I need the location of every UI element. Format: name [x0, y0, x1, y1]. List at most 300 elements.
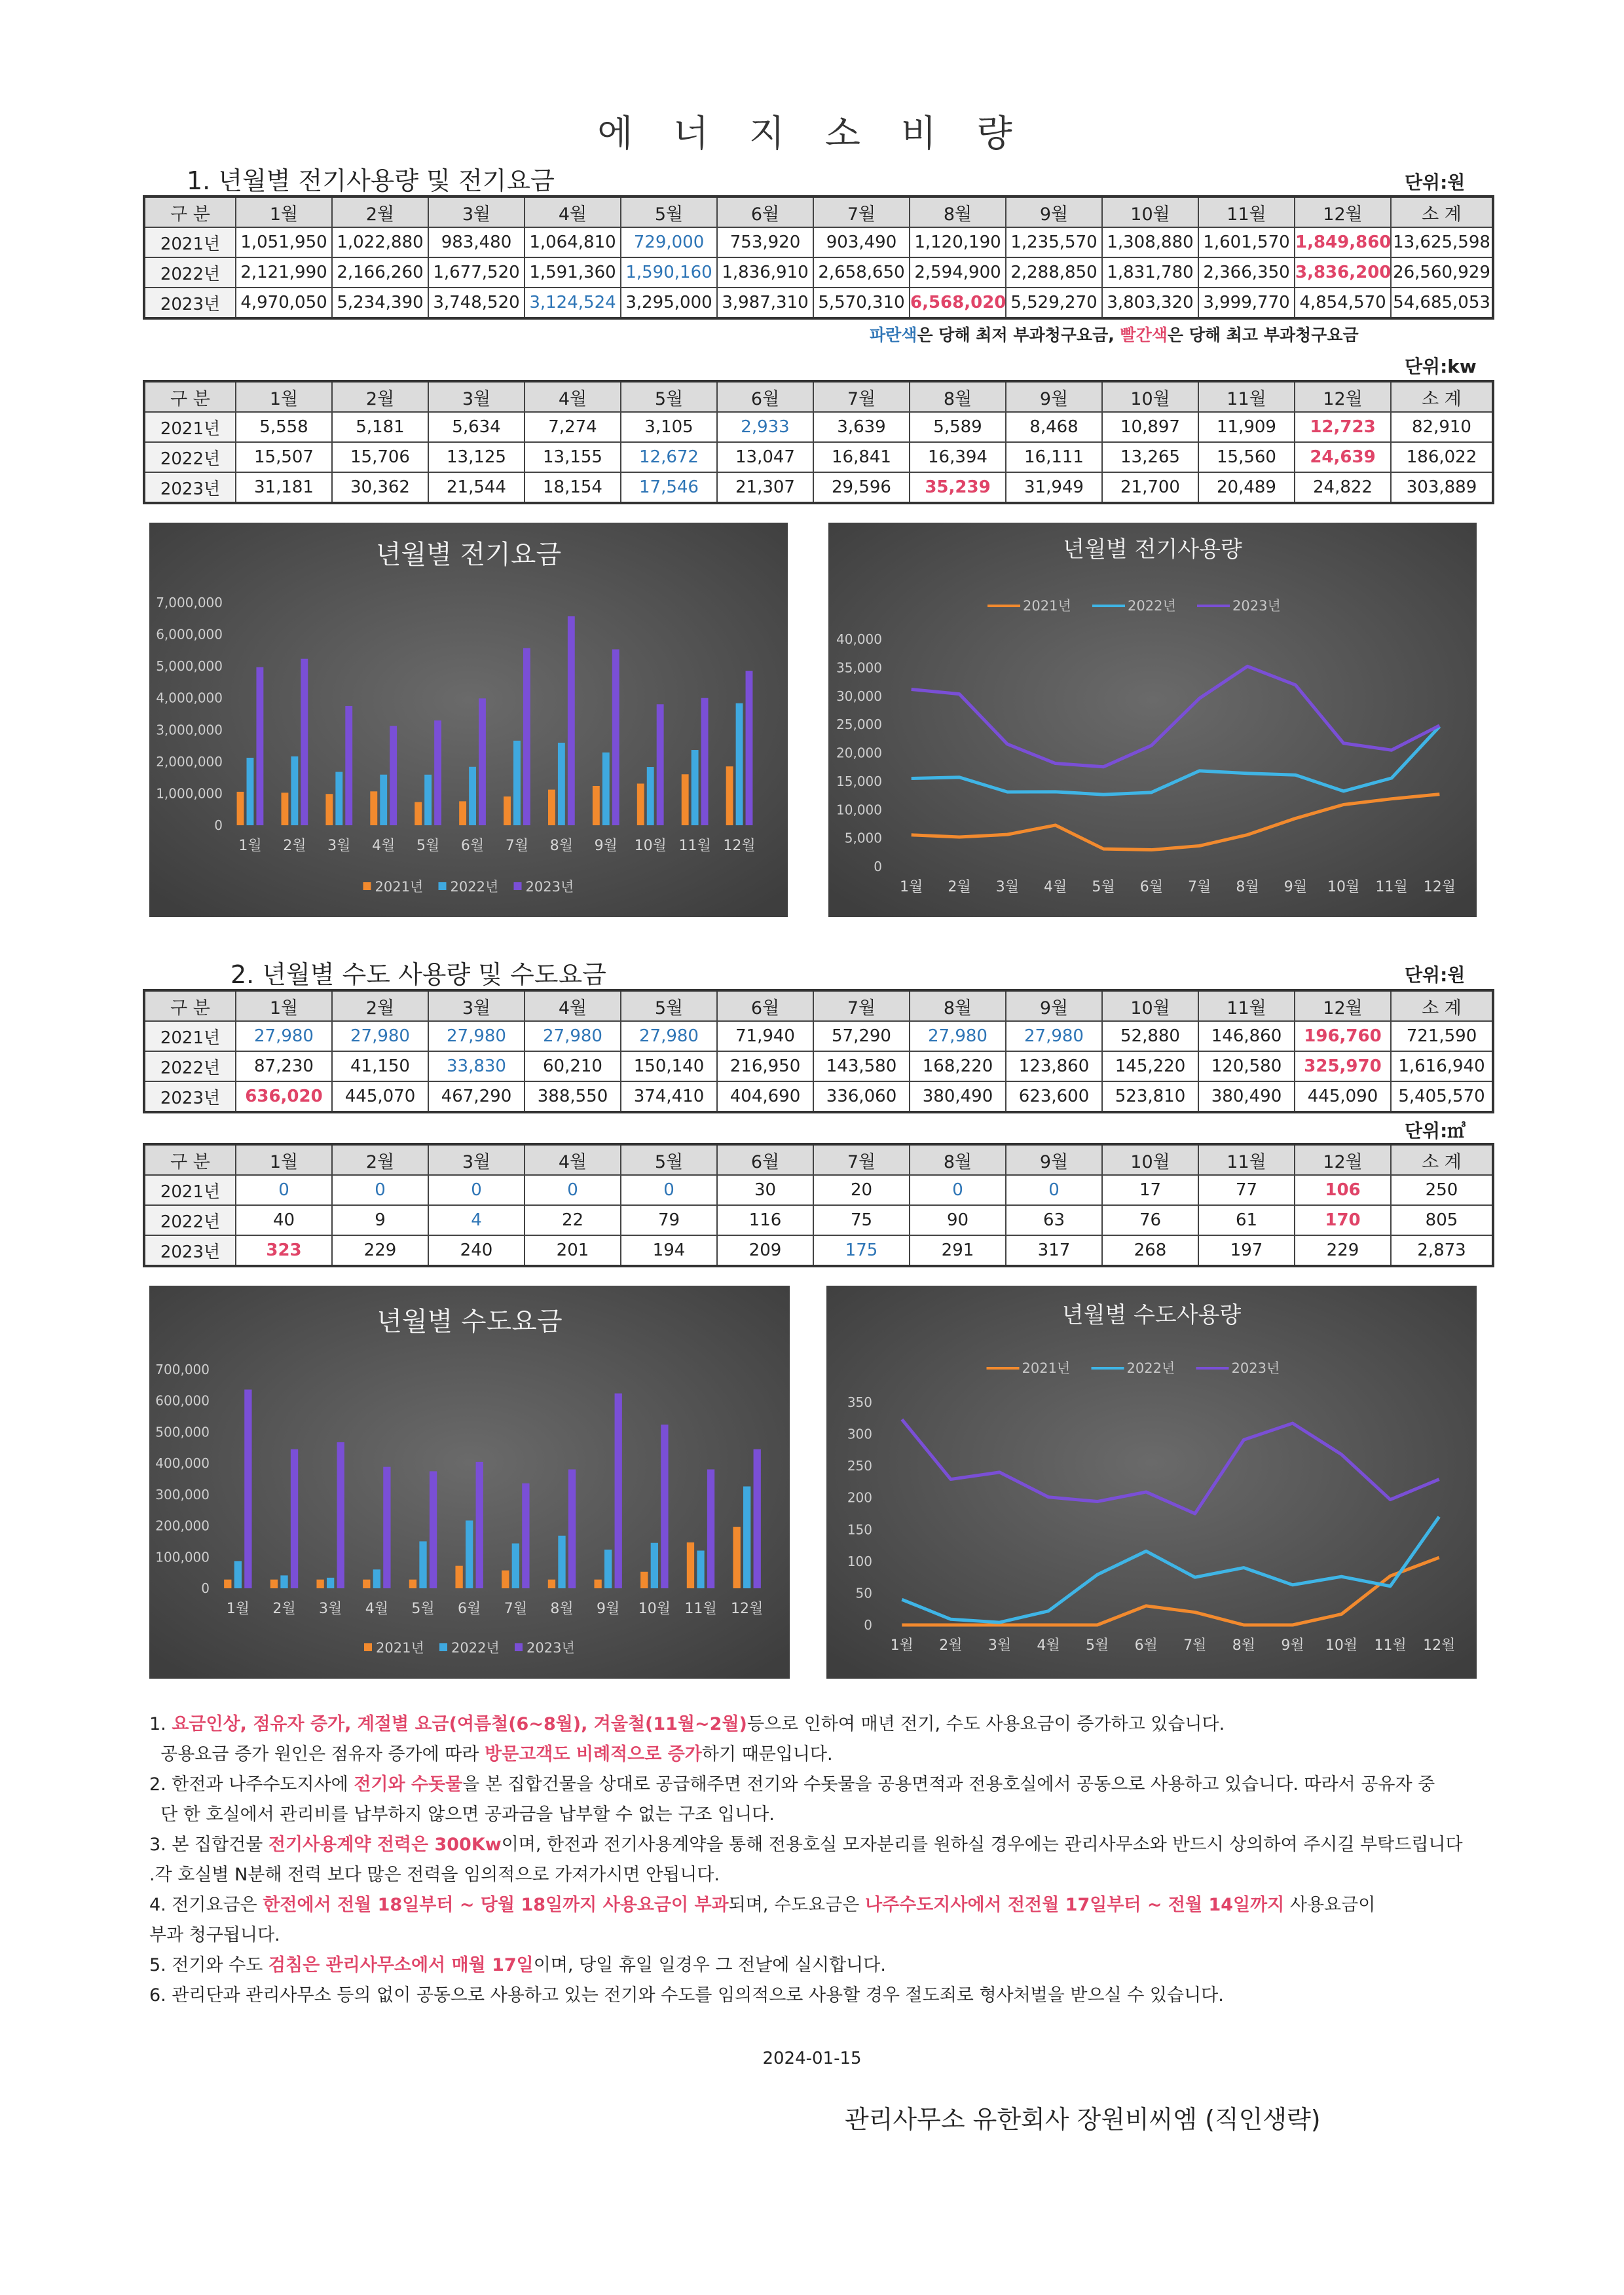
table-cell: 3,295,000: [621, 288, 717, 318]
x-tick-label: 2월: [283, 838, 306, 854]
table-header-row: [144, 990, 1493, 1021]
table-cell: 3,639: [813, 412, 910, 442]
bar-2021년: [504, 796, 511, 825]
x-tick-label: 3월: [319, 1601, 342, 1617]
x-tick-label: 1월: [226, 1601, 249, 1617]
x-tick-label: 7월: [1183, 1637, 1207, 1654]
table-cell: 170: [1295, 1205, 1391, 1235]
chart-title: 년월별 전기요금: [375, 540, 562, 570]
table-cell: 1,591,360: [525, 257, 621, 288]
table-cell: 13,155: [525, 442, 621, 472]
x-tick-label: 11월: [1375, 879, 1408, 895]
water-use-unit: 단위:㎥: [1405, 1120, 1466, 1142]
x-tick-label: 12월: [1423, 1637, 1456, 1654]
legend-label: 2021년: [1022, 1360, 1071, 1376]
table-cell: 8,468: [1006, 412, 1102, 442]
bar-2023년: [568, 1469, 576, 1588]
table-row: [144, 412, 1493, 442]
table-cell: 79: [621, 1205, 717, 1235]
month-header: 3월: [428, 990, 525, 1021]
table-row: [144, 442, 1493, 472]
table-cell: 17,546: [621, 472, 717, 503]
x-tick-label: 1월: [238, 838, 262, 854]
y-tick-label: 0: [201, 1580, 210, 1596]
note-line: [149, 1981, 1485, 2011]
table-cell: 52,880: [1102, 1021, 1198, 1051]
bar-2023년: [337, 1442, 344, 1588]
table-cell: 388,550: [525, 1081, 621, 1112]
elec-fee-table: [143, 195, 1494, 320]
month-header: 3월: [428, 196, 525, 227]
table-cell: 87,230: [236, 1051, 332, 1081]
month-header: 11월: [1198, 1144, 1295, 1175]
chart-title: 년월별 수도요금: [377, 1307, 563, 1337]
table-cell: 5,570,310: [813, 288, 910, 318]
month-header: 4월: [525, 381, 621, 412]
bar-2021년: [593, 786, 600, 825]
table-cell: 523,810: [1102, 1081, 1198, 1112]
table-row: [144, 1235, 1493, 1266]
elec-use-chart: [828, 523, 1477, 917]
table-cell: 1,064,810: [525, 227, 621, 257]
year-label: 2023년: [144, 288, 236, 318]
table-row: [144, 257, 1493, 288]
x-tick-label: 3월: [995, 879, 1019, 895]
table-cell: 12,672: [621, 442, 717, 472]
table-cell: 0: [332, 1175, 428, 1205]
row-total: 186,022: [1391, 442, 1493, 472]
x-tick-label: 7월: [1188, 879, 1211, 895]
bar-2022년: [419, 1541, 426, 1588]
month-header: 9월: [1006, 1144, 1102, 1175]
table-cell: 29,596: [813, 472, 910, 503]
table-row: [144, 1021, 1493, 1051]
y-tick-label: 7,000,000: [156, 595, 223, 610]
table-cell: 1,590,160: [621, 257, 717, 288]
x-tick-label: 4월: [372, 838, 396, 854]
legend-label: 2021년: [1023, 598, 1071, 614]
y-tick-label: 350: [847, 1394, 872, 1410]
bar-2021년: [282, 793, 289, 825]
month-header: 11월: [1198, 196, 1295, 227]
x-tick-label: 4월: [365, 1601, 388, 1617]
y-tick-label: 0: [214, 817, 223, 833]
bar-2022년: [604, 1550, 612, 1588]
y-tick-label: 15,000: [836, 773, 882, 789]
bar-2023년: [301, 659, 308, 825]
table-cell: 27,980: [236, 1021, 332, 1051]
month-header: 1월: [236, 196, 332, 227]
header-label: 구 분: [144, 381, 236, 412]
y-tick-label: 50: [855, 1585, 872, 1601]
bar-2021년: [325, 794, 333, 825]
note-highlight: 방문고객도 비례적으로 증가: [485, 1744, 702, 1764]
table-cell: 0: [525, 1175, 621, 1205]
bar-2023년: [615, 1393, 622, 1588]
x-tick-label: 5월: [1086, 1637, 1109, 1654]
table-cell: 1,601,570: [1198, 227, 1295, 257]
bar-2023년: [479, 698, 486, 825]
bar-2023년: [754, 1449, 761, 1588]
bar-2022년: [697, 1550, 704, 1588]
table-cell: 3,987,310: [717, 288, 813, 318]
note-line: [149, 1860, 1485, 1890]
table-cell: 168,220: [910, 1051, 1006, 1081]
y-tick-label: 1,000,000: [156, 785, 223, 802]
bar-2023년: [476, 1462, 483, 1588]
bar-2021년: [316, 1580, 323, 1588]
chart-background: [149, 523, 788, 917]
note-text: 등으로 인하여 매년 전기, 수도 사용요금이 증가하고 있습니다.: [747, 1714, 1225, 1734]
note-text: 부과 청구됩니다.: [149, 1925, 280, 1945]
row-total: 54,685,053: [1391, 288, 1493, 318]
table-row: [144, 1175, 1493, 1205]
x-tick-label: 6월: [460, 838, 485, 854]
month-header: 1월: [236, 381, 332, 412]
bar-2021년: [682, 774, 689, 825]
legend-label: 2021년: [376, 1640, 424, 1656]
bar-2022년: [335, 772, 342, 825]
month-header: 1월: [236, 990, 332, 1021]
document-title: 에 너 지 소 비 량: [597, 113, 1027, 155]
water-section-title: 2. 년월별 수도 사용량 및 수도요금: [231, 960, 606, 989]
legend-swatch: [514, 882, 522, 890]
table-cell: 1,831,780: [1102, 257, 1198, 288]
month-header: 3월: [428, 1144, 525, 1175]
note-text: 단 한 호실에서 관리비를 납부하지 않으면 공과금을 납부할 수 없는 구조 입니다.: [149, 1804, 775, 1825]
month-header: 10월: [1102, 381, 1198, 412]
legend-label: 2022년: [451, 1640, 500, 1656]
table-cell: 317: [1006, 1235, 1102, 1266]
legend-red-word: 빨간색: [1120, 326, 1168, 345]
table-cell: 2,933: [717, 412, 813, 442]
table-row: [144, 1205, 1493, 1235]
document-date: 2024-01-15: [762, 2049, 862, 2068]
table-cell: 13,125: [428, 442, 525, 472]
table-cell: 2,594,900: [910, 257, 1006, 288]
x-tick-label: 5월: [411, 1601, 435, 1617]
table-cell: 22: [525, 1205, 621, 1235]
year-label: 2022년: [144, 1051, 236, 1081]
table-cell: 216,950: [717, 1051, 813, 1081]
row-total: 250: [1391, 1175, 1493, 1205]
table-cell: 27,980: [525, 1021, 621, 1051]
table-cell: 380,490: [1198, 1081, 1295, 1112]
note-line: [149, 1950, 1485, 1981]
header-label: 구 분: [144, 196, 236, 227]
table-cell: 16,394: [910, 442, 1006, 472]
table-cell: 143,580: [813, 1051, 910, 1081]
table-cell: 380,490: [910, 1081, 1006, 1112]
x-tick-label: 10월: [1325, 1637, 1358, 1654]
legend-end-text: 은 당해 최고 부과청구요금: [1167, 326, 1359, 345]
table-header-row: [144, 381, 1493, 412]
month-header: 3월: [428, 381, 525, 412]
bar-2022년: [513, 741, 521, 825]
month-header: 9월: [1006, 381, 1102, 412]
bar-2021년: [640, 1572, 648, 1588]
table-cell: 1,120,190: [910, 227, 1006, 257]
bar-2022년: [651, 1543, 658, 1588]
legend-label: 2023년: [525, 879, 574, 895]
table-cell: 1,836,910: [717, 257, 813, 288]
note-text: 이며, 당일 휴일 일경우 그 전날에 실시합니다.: [533, 1955, 886, 1975]
x-tick-label: 10월: [1327, 879, 1360, 895]
note-line: [149, 1770, 1485, 1800]
legend-swatch: [364, 1643, 372, 1651]
x-tick-label: 9월: [597, 1601, 620, 1617]
bar-2023년: [244, 1390, 251, 1588]
bar-2021년: [459, 801, 466, 825]
bar-2023년: [661, 1425, 668, 1588]
year-label: 2023년: [144, 1081, 236, 1112]
electricity-section-title: 1. 년월별 전기사용량 및 전기요금: [187, 166, 555, 195]
table-cell: 3,999,770: [1198, 288, 1295, 318]
table-cell: 6,568,020: [910, 288, 1006, 318]
table-cell: 268: [1102, 1235, 1198, 1266]
y-tick-label: 5,000,000: [156, 658, 223, 675]
table-cell: 150,140: [621, 1051, 717, 1081]
bar-2023년: [657, 704, 664, 825]
legend-label: 2023년: [1231, 1360, 1280, 1376]
water-use-table: [143, 1143, 1494, 1267]
note-text: 5. 전기와 수도: [149, 1955, 268, 1975]
table-cell: 27,980: [332, 1021, 428, 1051]
legend-swatch: [363, 882, 371, 890]
note-line: [149, 1920, 1485, 1950]
elec-use-table: [143, 380, 1494, 504]
table-cell: 77: [1198, 1175, 1295, 1205]
x-tick-label: 12월: [1423, 879, 1456, 895]
y-tick-label: 250: [847, 1458, 872, 1474]
bar-2021년: [548, 1580, 555, 1588]
table-cell: 2,366,350: [1198, 257, 1295, 288]
y-tick-label: 600,000: [155, 1392, 210, 1409]
notes-list: [149, 1709, 1485, 2011]
bar-2023년: [701, 698, 709, 825]
table-cell: 11,909: [1198, 412, 1295, 442]
month-header: 10월: [1102, 1144, 1198, 1175]
table-cell: 30: [717, 1175, 813, 1205]
table-cell: 20,489: [1198, 472, 1295, 503]
y-tick-label: 400,000: [155, 1455, 210, 1472]
water-fee-unit: 단위:원: [1405, 964, 1466, 986]
row-total: 303,889: [1391, 472, 1493, 503]
table-cell: 21,307: [717, 472, 813, 503]
note-highlight: 한전에서 전월 18일부터 ~ 당월 18일까지 사용요금이 부과: [263, 1895, 729, 1915]
water-use-chart: [826, 1286, 1477, 1679]
month-header: 2월: [332, 990, 428, 1021]
month-header: 6월: [717, 1144, 813, 1175]
note-line: [149, 1709, 1485, 1740]
x-tick-label: 3월: [987, 1637, 1012, 1654]
row-total: 26,560,929: [1391, 257, 1493, 288]
month-header: 5월: [621, 196, 717, 227]
bar-2021년: [594, 1580, 601, 1588]
bar-2021년: [409, 1580, 416, 1588]
month-header: 6월: [717, 381, 813, 412]
bar-2022년: [469, 767, 476, 825]
bar-2022년: [380, 775, 387, 825]
month-header: 5월: [621, 381, 717, 412]
month-header: 6월: [717, 990, 813, 1021]
note-highlight: 전기사용계약 전력은 300Kw: [268, 1835, 502, 1855]
table-cell: 0: [621, 1175, 717, 1205]
note-text: 3. 본 집합건물: [149, 1835, 268, 1855]
x-tick-label: 8월: [1236, 879, 1259, 895]
note-text: 이며, 한전과 전기사용계약을 통해 전용호실 모자분리를 원하실 경우에는 관리사무소와 반드시 상의하여 주시길 부탁드립니다: [501, 1835, 1463, 1855]
month-header: 4월: [525, 990, 621, 1021]
bar-2023년: [746, 671, 753, 825]
total-header: 소 계: [1391, 990, 1493, 1021]
bar-2022년: [424, 775, 432, 825]
x-tick-label: 11월: [684, 1601, 717, 1617]
month-header: 10월: [1102, 196, 1198, 227]
table-header-row: [144, 1144, 1493, 1175]
month-header: 2월: [332, 381, 428, 412]
x-tick-label: 10월: [638, 1601, 671, 1617]
y-tick-label: 200,000: [155, 1518, 210, 1534]
legend-label: 2023년: [1232, 598, 1281, 614]
y-tick-label: 25,000: [836, 717, 882, 733]
total-header: 소 계: [1391, 1144, 1493, 1175]
note-text: 6. 관리단과 관리사무소 등의 없이 공동으로 사용하고 있는 전기와 수도를 임의적으로 사용할 경우 절도죄로 형사처벌을 받으실 수 있습니다.: [149, 1985, 1224, 2006]
note-text: 사용요금이: [1284, 1895, 1376, 1915]
table-cell: 336,060: [813, 1081, 910, 1112]
table-cell: 21,700: [1102, 472, 1198, 503]
year-label: 2021년: [144, 1021, 236, 1051]
bar-2022년: [602, 753, 610, 825]
y-tick-label: 0: [864, 1617, 872, 1633]
table-cell: 18,154: [525, 472, 621, 503]
x-tick-label: 5월: [416, 838, 440, 854]
table-cell: 27,980: [910, 1021, 1006, 1051]
table-cell: 120,580: [1198, 1051, 1295, 1081]
legend-swatch: [439, 882, 447, 890]
year-label: 2021년: [144, 1175, 236, 1205]
elec-use-unit: 단위:kw: [1405, 356, 1477, 377]
y-tick-label: 20,000: [836, 745, 882, 761]
x-tick-label: 8월: [549, 838, 573, 854]
table-cell: 636,020: [236, 1081, 332, 1112]
bar-2023년: [390, 726, 397, 825]
table-cell: 12,723: [1295, 412, 1391, 442]
note-highlight: 검침은 관리사무소에서 매월 17일: [268, 1955, 534, 1975]
bar-2022년: [647, 767, 654, 825]
bar-2022년: [247, 758, 254, 825]
table-cell: 5,558: [236, 412, 332, 442]
x-tick-label: 9월: [1281, 1637, 1304, 1654]
y-tick-label: 100: [847, 1553, 872, 1569]
note-line: [149, 1830, 1485, 1860]
month-header: 7월: [813, 1144, 910, 1175]
table-cell: 0: [428, 1175, 525, 1205]
table-cell: 3,836,200: [1295, 257, 1391, 288]
bar-2022년: [291, 756, 298, 825]
x-tick-label: 2월: [939, 1637, 963, 1654]
y-tick-label: 150: [847, 1521, 872, 1538]
bar-2022년: [373, 1569, 380, 1588]
legend-label: 2023년: [526, 1640, 575, 1656]
note-text: 2. 한전과 나주수도지사에: [149, 1774, 354, 1795]
table-row: [144, 472, 1493, 503]
bar-2023년: [612, 649, 619, 825]
legend-label: 2022년: [450, 879, 499, 895]
note-text: .각 호실별 N분해 전력 보다 많은 전력을 임의적으로 가져가시면 안됩니다.: [149, 1865, 720, 1885]
bar-2021년: [363, 1580, 370, 1588]
bar-2022년: [736, 703, 743, 825]
total-header: 소 계: [1391, 381, 1493, 412]
month-header: 5월: [621, 1144, 717, 1175]
year-label: 2021년: [144, 412, 236, 442]
table-cell: 196,760: [1295, 1021, 1391, 1051]
note-highlight: 요금인상, 점유자 증가, 계절별 요금(여름철(6~8월), 겨울철(11월~2월): [172, 1714, 747, 1734]
bar-2022년: [692, 750, 699, 825]
table-cell: 2,121,990: [236, 257, 332, 288]
bar-2021년: [270, 1580, 278, 1588]
table-cell: 60,210: [525, 1051, 621, 1081]
table-row: [144, 288, 1493, 318]
x-tick-label: 11월: [678, 838, 711, 854]
table-cell: 229: [332, 1235, 428, 1266]
table-cell: 209: [717, 1235, 813, 1266]
table-cell: 145,220: [1102, 1051, 1198, 1081]
x-tick-label: 8월: [1232, 1637, 1255, 1654]
year-label: 2023년: [144, 1235, 236, 1266]
month-header: 8월: [910, 1144, 1006, 1175]
row-total: 1,616,940: [1391, 1051, 1493, 1081]
table-cell: 229: [1295, 1235, 1391, 1266]
bar-2021년: [237, 792, 244, 825]
table-cell: 197: [1198, 1235, 1295, 1266]
bar-2023년: [707, 1469, 714, 1588]
table-cell: 4: [428, 1205, 525, 1235]
table-cell: 15,560: [1198, 442, 1295, 472]
table-cell: 1,308,880: [1102, 227, 1198, 257]
chart-background: [826, 1286, 1477, 1679]
x-tick-label: 1월: [890, 1637, 913, 1654]
month-header: 9월: [1006, 990, 1102, 1021]
month-header: 12월: [1295, 381, 1391, 412]
y-tick-label: 6,000,000: [156, 626, 223, 643]
water-fee-table: [143, 989, 1494, 1113]
x-tick-label: 10월: [634, 838, 667, 854]
table-cell: 33,830: [428, 1051, 525, 1081]
x-tick-label: 12월: [723, 838, 756, 854]
table-cell: 30,362: [332, 472, 428, 503]
bar-2023년: [522, 1483, 529, 1588]
month-header: 4월: [525, 196, 621, 227]
table-header-row: [144, 196, 1493, 227]
y-tick-label: 300: [847, 1426, 872, 1442]
table-cell: 71,940: [717, 1021, 813, 1051]
note-highlight: 나주수도지사에서 전전월 17일부터 ~ 전월 14일까지: [864, 1895, 1285, 1915]
y-tick-label: 100,000: [155, 1549, 210, 1565]
table-cell: 3,124,524: [525, 288, 621, 318]
table-cell: 16,111: [1006, 442, 1102, 472]
table-cell: 729,000: [621, 227, 717, 257]
legend-swatch: [515, 1643, 523, 1651]
table-cell: 5,529,270: [1006, 288, 1102, 318]
table-cell: 35,239: [910, 472, 1006, 503]
water-fee-chart: [149, 1286, 790, 1679]
table-cell: 4,854,570: [1295, 288, 1391, 318]
table-cell: 1,849,860: [1295, 227, 1391, 257]
y-tick-label: 300,000: [155, 1486, 210, 1502]
x-tick-label: 7월: [504, 1601, 527, 1617]
month-header: 5월: [621, 990, 717, 1021]
table-cell: 1,022,880: [332, 227, 428, 257]
